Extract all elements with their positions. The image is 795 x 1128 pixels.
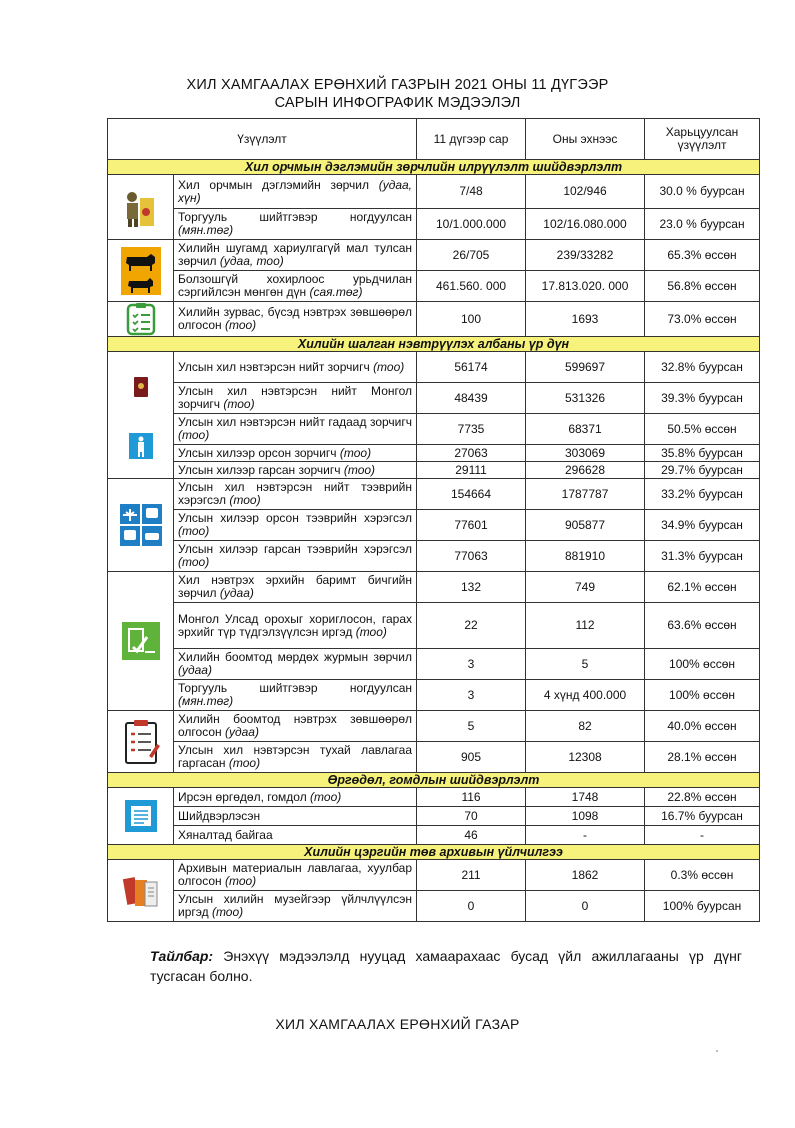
table-row [108,352,760,383]
ytd-value: 17.813.020. 000 [526,271,645,302]
comparison-value: 73.0% өссөн [645,302,760,337]
month-value: 70 [417,807,526,826]
table-row [108,891,760,922]
month-value: 7/48 [417,175,526,209]
ytd-value: 102/16.080.000 [526,209,645,240]
month-value: 7735 [417,414,526,445]
month-value: 56174 [417,352,526,383]
comparison-value: 40.0% өссөн [645,711,760,742]
month-value: 27063 [417,445,526,462]
border-guard-icon [108,175,174,240]
table-row [108,572,760,603]
comparison-value: 28.1% өссөн [645,742,760,773]
ytd-value: 303069 [526,445,645,462]
indicator-label: Ирсэн өргөдөл, гомдол (тоо) [174,788,417,807]
indicator-label: Улсын хил нэвтэрсэн нийт гадаад зорчигч (тоо) [174,414,417,445]
month-value: 461.560. 000 [417,271,526,302]
indicator-label: Хяналтад байгаа [174,826,417,845]
table-row [108,742,760,773]
indicator-label: Торгууль шийтгэвэр ногдуулсан (мян.төг) [174,209,417,240]
month-value: 26/705 [417,240,526,271]
month-value: 100 [417,302,526,337]
complaint-icon [108,788,174,845]
header-comparison: Харьцуулсан үзүүлэлт [645,119,760,160]
ytd-value: 1787787 [526,479,645,510]
month-value: 3 [417,649,526,680]
indicator-label: Улсын хилээр орсон тээврийн хэрэгсэл (тоо) [174,510,417,541]
comparison-value: 23.0 % буурсан [645,209,760,240]
comparison-value: 35.8% буурсан [645,445,760,462]
table-header [108,119,760,160]
ytd-value: 12308 [526,742,645,773]
ytd-value: 905877 [526,510,645,541]
title-line-1: ХИЛ ХАМГААЛАХ ЕРӨНХИЙ ГАЗРЫН 2021 ОНЫ 11 ДҮГЭЭР [186,77,609,93]
comparison-value: 39.3% буурсан [645,383,760,414]
month-value: 48439 [417,383,526,414]
table-row [108,383,760,414]
ytd-value: 112 [526,603,645,649]
month-value: 5 [417,711,526,742]
table-row [108,510,760,541]
section-header-1: Хил орчмын дэглэмийн зөрчлийн илрүүлэлт шийдвэрлэлт [108,160,760,175]
table-row [108,649,760,680]
indicator-label: Улсын хилээр гарсан зорчигч (тоо) [174,462,417,479]
ytd-value: 0 [526,891,645,922]
indicator-label: Шийдвэрлэсэн [174,807,417,826]
ytd-value: 4 хүнд 400.000 [526,680,645,711]
ytd-value: 1748 [526,788,645,807]
checklist-icon [108,302,174,337]
table-row [108,860,760,891]
month-value: 116 [417,788,526,807]
table-row [108,271,760,302]
ytd-value: 5 [526,649,645,680]
indicator-label: Улсын хилийн музейгээр үйлчлүүлсэн иргэд (тоо) [174,891,417,922]
comparison-value: 31.3% буурсан [645,541,760,572]
indicator-label: Архивын материалын лавлагаа, хуулбар олгосон (тоо) [174,860,417,891]
month-value: 77601 [417,510,526,541]
ytd-value: 82 [526,711,645,742]
comparison-value: 56.8% өссөн [645,271,760,302]
comparison-value: 16.7% буурсан [645,807,760,826]
indicator-label: Улсын хилээр орсон зорчигч (тоо) [174,445,417,462]
table-row [108,462,760,479]
vehicles-icon [108,479,174,572]
scan-speck [716,1050,718,1052]
clipboard-icon [108,711,174,773]
comparison-value: 22.8% өссөн [645,788,760,807]
indicator-label: Хилийн шугамд хариулгагүй мал тулсан зөрчил (удаа, тоо) [174,240,417,271]
table-row [108,711,760,742]
comparison-value: 65.3% өссөн [645,240,760,271]
section-header-3: Өргөдөл, гомдлын шийдвэрлэлт [108,773,760,788]
indicator-label: Монгол Улсад орохыг хориглосон, гарах эрхийг түр түдгэлзүүлсэн иргэд (тоо) [174,603,417,649]
comparison-value: 34.9% буурсан [645,510,760,541]
comparison-value: 0.3% өссөн [645,860,760,891]
table-row [108,445,760,462]
month-value: 154664 [417,479,526,510]
footnote [150,946,742,986]
ytd-value: 1693 [526,302,645,337]
ytd-value: 239/33282 [526,240,645,271]
footer-signature: ХИЛ ХАМГААЛАХ ЕРӨНХИЙ ГАЗАР [275,1016,520,1032]
header-month: 11 дүгээр сар [417,119,526,160]
note-text: Энэхүү мэдээлэлд нууцад хамаарахаас бусад үйл ажиллагааны үр дүнг тусгасан болно. [150,948,742,984]
month-value: 29111 [417,462,526,479]
archive-icon [108,860,174,922]
month-value: 0 [417,891,526,922]
passenger-icons [108,352,174,479]
passport-icon [126,355,156,475]
indicator-label: Торгууль шийтгэвэр ногдуулсан (мян.төг) [174,680,417,711]
indicator-label: Хилийн зурвас, бүсэд нэвтрэх зөвшөөрөл олгосон (тоо) [174,302,417,337]
comparison-value: 62.1% өссөн [645,572,760,603]
indicator-label: Хилийн боомтод мөрдөх журмын зөрчил (удаа) [174,649,417,680]
comparison-value: 30.0 % буурсан [645,175,760,209]
ytd-value: 881910 [526,541,645,572]
document-check-icon [108,572,174,711]
month-value: 3 [417,680,526,711]
month-value: 905 [417,742,526,773]
table-row [108,414,760,445]
ytd-value: 749 [526,572,645,603]
month-value: 22 [417,603,526,649]
comparison-value: 100% өссөн [645,649,760,680]
comparison-value: 100% буурсан [645,891,760,922]
month-value: 10/1.000.000 [417,209,526,240]
section-header-2: Хилийн шалган нэвтрүүлэх албаны үр дүн [108,337,760,352]
ytd-value: 531326 [526,383,645,414]
table-row [108,826,760,845]
comparison-value: 32.8% буурсан [645,352,760,383]
page-title [0,76,795,112]
comparison-value: 100% өссөн [645,680,760,711]
ytd-value: 1862 [526,860,645,891]
table-row [108,541,760,572]
month-value: 46 [417,826,526,845]
indicator-label: Хил орчмын дэглэмийн зөрчил (удаа, хүн) [174,175,417,209]
month-value: 77063 [417,541,526,572]
indicator-label: Улсын хил нэвтэрсэн тухай лавлагаа гаргасан (тоо) [174,742,417,773]
table-row [108,680,760,711]
comparison-value: - [645,826,760,845]
indicator-label: Хил нэвтрэх эрхийн баримт бичгийн зөрчил (удаа) [174,572,417,603]
ytd-value: 599697 [526,352,645,383]
table-row [108,479,760,510]
indicator-label: Болзошгүй хохирлоос урьдчилан сэргийлсэн мөнгөн дүн (сая.төг) [174,271,417,302]
table-row [108,209,760,240]
comparison-value: 63.6% өссөн [645,603,760,649]
indicator-label: Улсын хил нэвтэрсэн нийт зорчигч (тоо) [174,352,417,383]
table-row [108,302,760,337]
ytd-value: 68371 [526,414,645,445]
livestock-icon [108,240,174,302]
table-row [108,603,760,649]
indicator-label: Улсын хилээр гарсан тээврийн хэрэгсэл (тоо) [174,541,417,572]
table-row [108,788,760,807]
indicator-label: Хилийн боомтод нэвтрэх зөвшөөрөл олгосон (удаа) [174,711,417,742]
comparison-value: 29.7% буурсан [645,462,760,479]
month-value: 211 [417,860,526,891]
note-label: Тайлбар: [150,948,214,964]
table-row [108,240,760,271]
indicator-label: Улсын хил нэвтэрсэн нийт Монгол зорчигч (тоо) [174,383,417,414]
ytd-value: - [526,826,645,845]
indicator-label: Улсын хил нэвтэрсэн нийт тээврийн хэрэгсэл (тоо) [174,479,417,510]
title-line-2: САРЫН ИНФОГРАФИК МЭДЭЭЛЭЛ [274,95,521,111]
month-value: 132 [417,572,526,603]
comparison-value: 50.5% өссөн [645,414,760,445]
ytd-value: 296628 [526,462,645,479]
table-row [108,175,760,209]
section-header-4: Хилийн цэргийн төв архивын үйлчилгээ [108,845,760,860]
ytd-value: 102/946 [526,175,645,209]
header-ytd: Оны эхнээс [526,119,645,160]
table-row [108,807,760,826]
header-indicator: Үзүүлэлт [108,119,417,160]
infographic-table [107,118,760,922]
comparison-value: 33.2% буурсан [645,479,760,510]
ytd-value: 1098 [526,807,645,826]
